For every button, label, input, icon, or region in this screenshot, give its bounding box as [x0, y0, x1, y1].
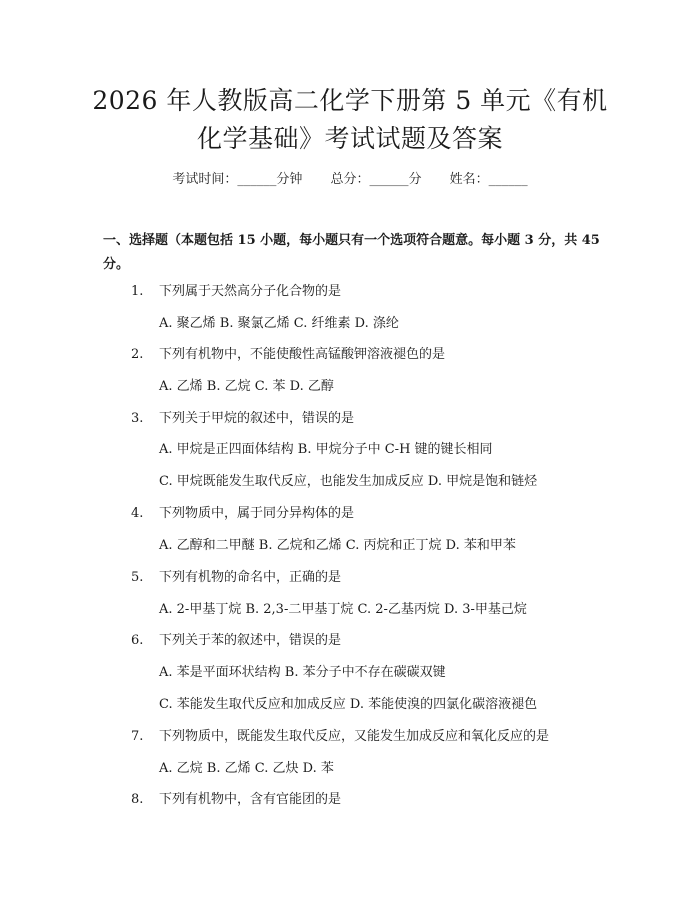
exam-meta — [0, 168, 700, 187]
question-1-options: A. 聚乙烯 B. 聚氯乙烯 C. 纤维素 D. 涤纶 — [159, 316, 399, 331]
exam-score: 总分：______分 — [330, 172, 422, 187]
question-3-options-line-1: A. 甲烷是正四面体结构 B. 甲烷分子中 C-H 键的键长相同 — [159, 442, 493, 457]
question-number: 6. — [131, 633, 144, 648]
question-text: 下列关于甲烷的叙述中，错误的是 — [159, 411, 355, 426]
question-number: 2. — [131, 347, 144, 362]
question-3-options-line-2: C. 甲烷既能发生取代反应，也能发生加成反应 D. 甲烷是饱和链烃 — [159, 474, 538, 489]
question-number: 4. — [131, 506, 144, 521]
question-text: 下列物质中，既能发生取代反应，又能发生加成反应和氧化反应的是 — [159, 729, 550, 744]
question-4-options: A. 乙醇和二甲醚 B. 乙烷和乙烯 C. 丙烷和正丁烷 D. 苯和甲苯 — [159, 538, 516, 553]
question-number: 7. — [131, 729, 144, 744]
section-heading: 一、选择题（本题包括 15 小题，每小题只有一个选项符合题意。每小题 3 分，共 45 分。 — [103, 233, 600, 272]
question-6-options-line-1: A. 苯是平面环状结构 B. 苯分子中不存在碳碳双键 — [159, 665, 446, 680]
question-number: 3. — [131, 411, 144, 426]
question-text: 下列有机物的命名中，正确的是 — [159, 570, 342, 585]
question-7-options: A. 乙烷 B. 乙烯 C. 乙炔 D. 苯 — [159, 761, 334, 776]
student-name: 姓名：______ — [449, 172, 528, 187]
page-title — [60, 82, 640, 158]
question-5-options: A. 2-甲基丁烷 B. 2,3-二甲基丁烷 C. 2-乙基丙烷 D. 3-甲基己烷 — [159, 602, 527, 617]
question-number: 8. — [131, 792, 144, 807]
question-number: 5. — [131, 570, 144, 585]
page-title-line-2: 化学基础》考试试题及答案 — [196, 124, 503, 153]
question-number: 1. — [131, 284, 144, 299]
exam-time: 考试时间：______分钟 — [172, 172, 303, 187]
question-2-options: A. 乙烯 B. 乙烷 C. 苯 D. 乙醇 — [159, 379, 334, 394]
question-text: 下列有机物中，含有官能团的是 — [159, 792, 342, 807]
page-title-line-1: 2026 年人教版高二化学下册第 5 单元《有机 — [92, 86, 608, 115]
question-text: 下列有机物中，不能使酸性高锰酸钾溶液褪色的是 — [159, 347, 446, 362]
question-text: 下列关于苯的叙述中，错误的是 — [159, 633, 342, 648]
question-text: 下列属于天然高分子化合物的是 — [159, 284, 342, 299]
question-6-options-line-2: C. 苯能发生取代反应和加成反应 D. 苯能使溴的四氯化碳溶液褪色 — [159, 697, 538, 712]
question-text: 下列物质中，属于同分异构体的是 — [159, 506, 355, 521]
